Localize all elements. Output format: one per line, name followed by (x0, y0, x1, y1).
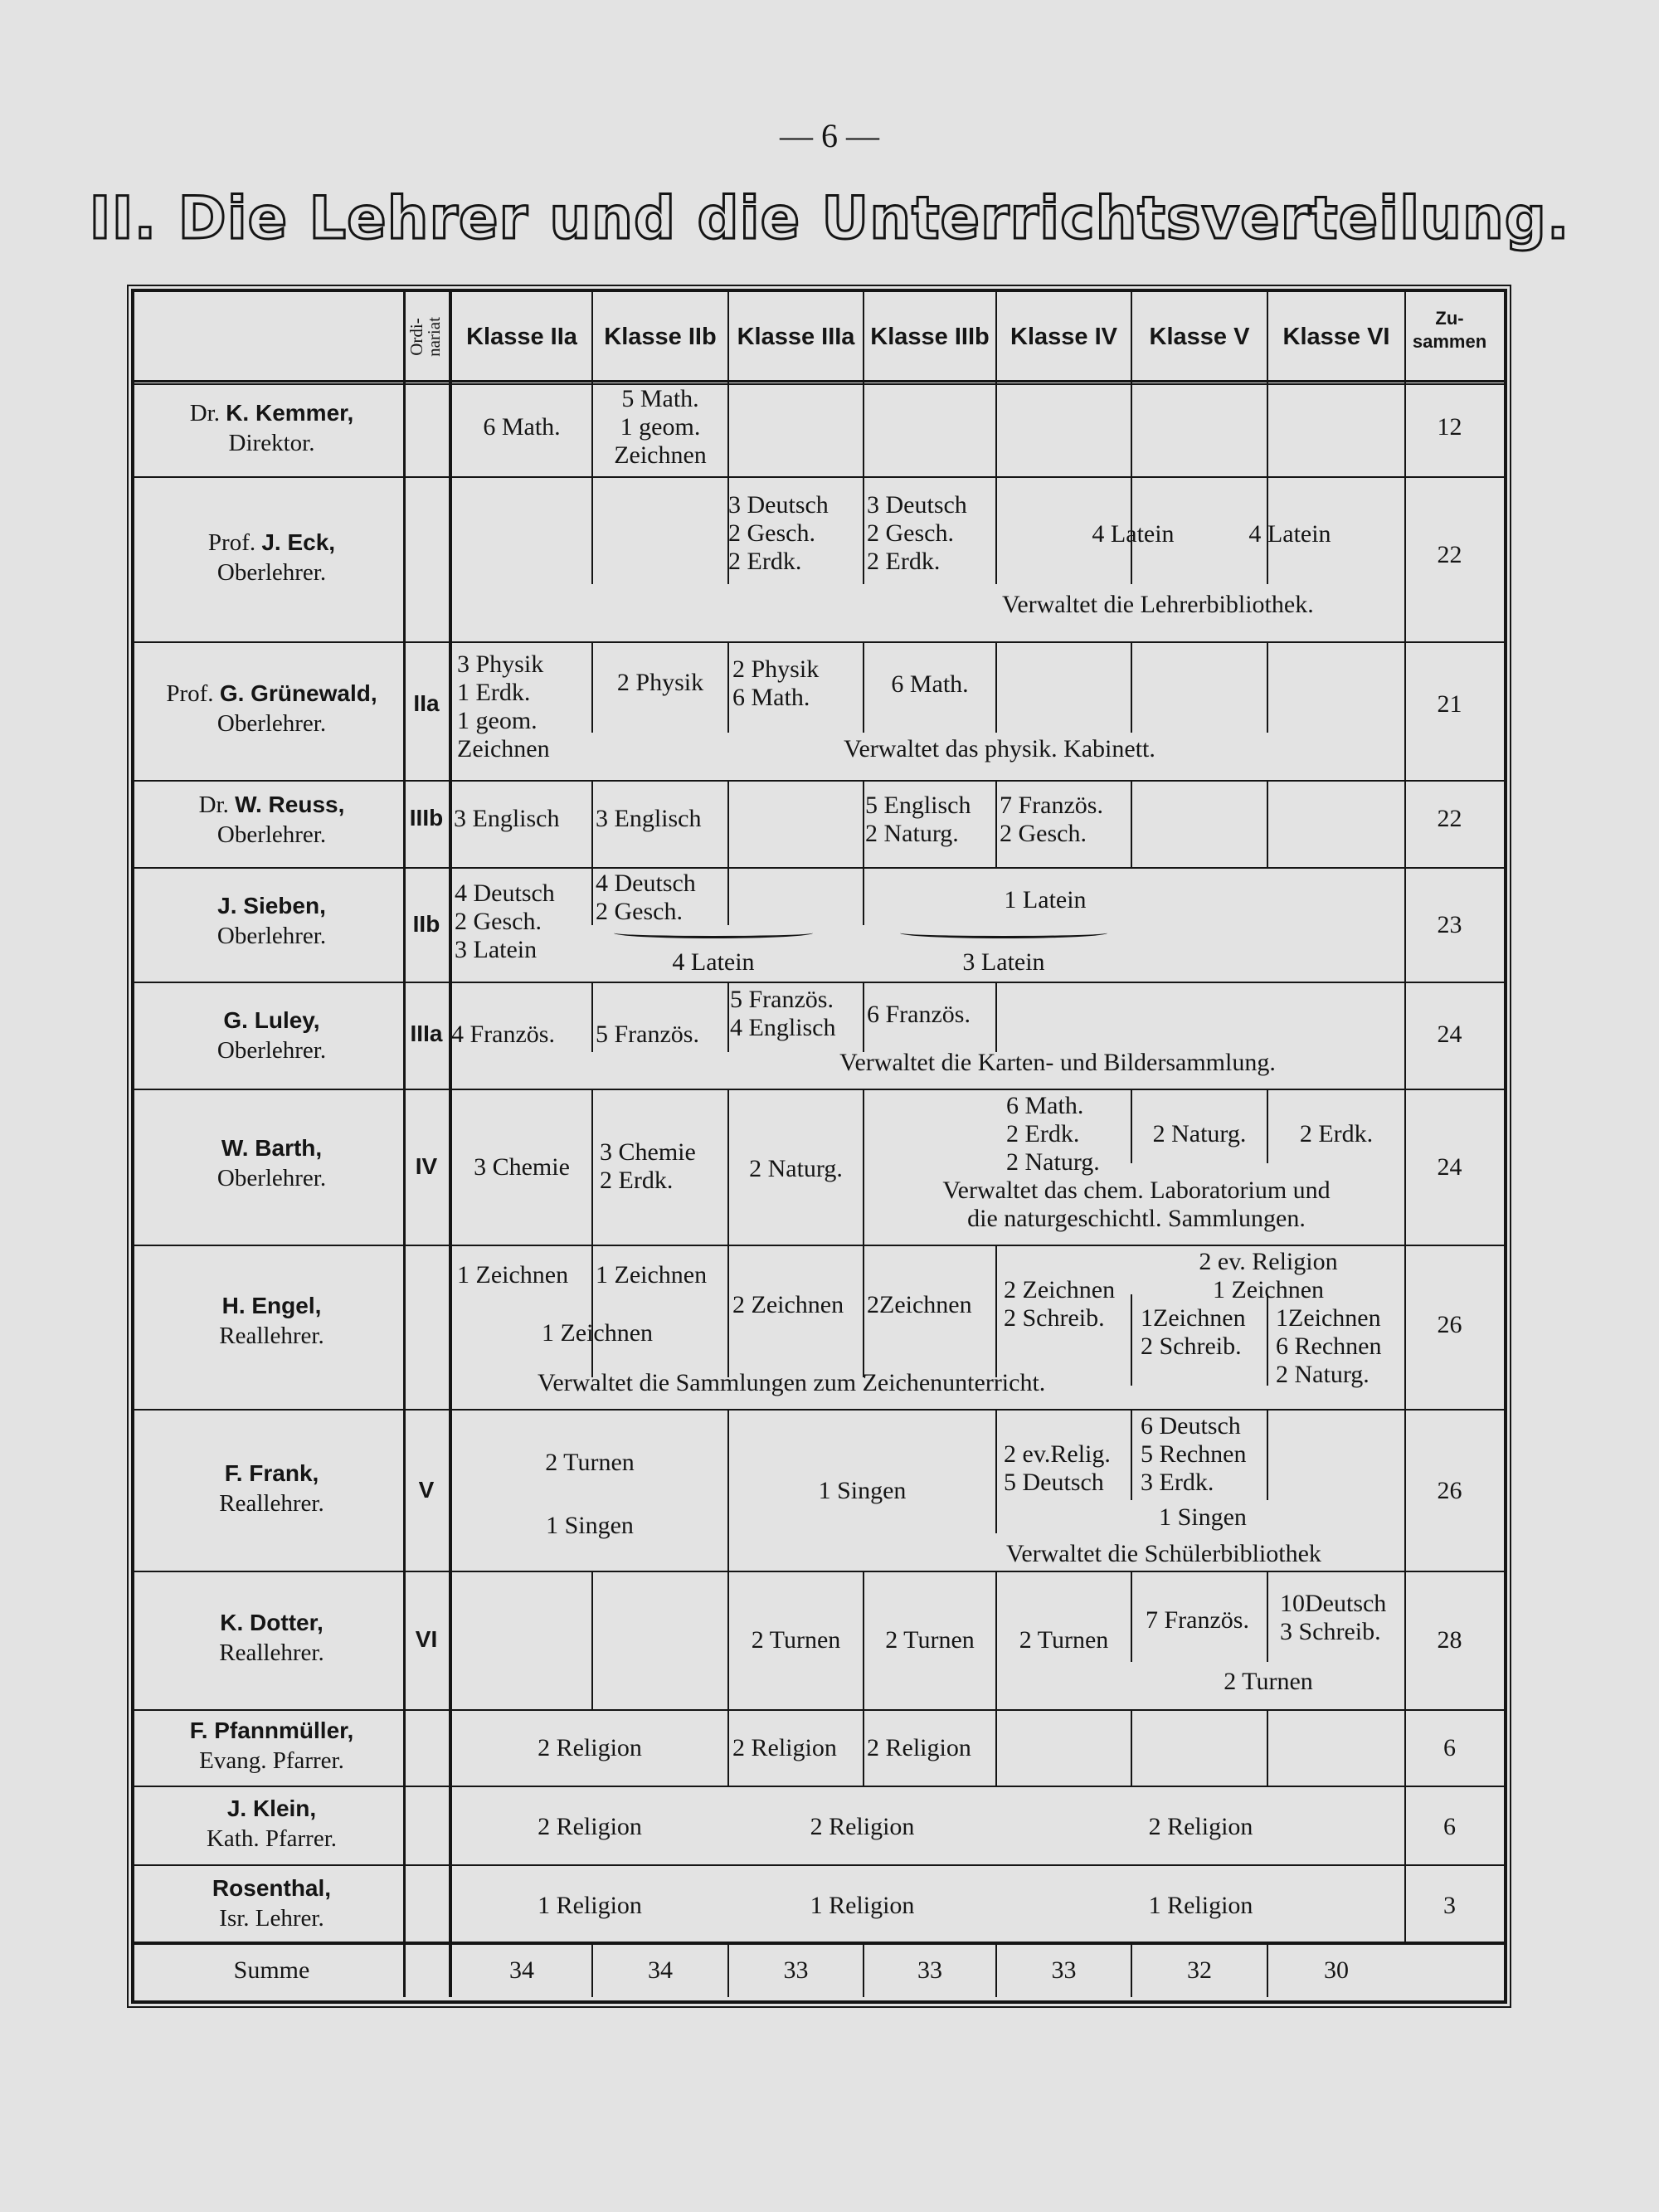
row-rule (131, 780, 1504, 782)
row-total: 26 (1437, 1311, 1462, 1338)
note: Verwaltet die Sammlungen zum Zeichenunterricht. (538, 1369, 1046, 1396)
teacher-name: F. Pfannmüller, Evang. Pfarrer. (189, 1717, 354, 1774)
summe-iiib: 33 (917, 1956, 942, 1984)
summe-v: 32 (1187, 1956, 1212, 1984)
ordinariat: V (418, 1477, 435, 1503)
cell-iiib: 6 Math. (891, 670, 969, 698)
row-total: 26 (1437, 1477, 1462, 1504)
note: Verwaltet die Schülerbibliothek (1006, 1540, 1321, 1567)
summe-iv: 33 (1051, 1956, 1077, 1984)
header-klasse-iiia: Klasse IIIa (737, 323, 855, 350)
note: Verwaltet die Lehrerbibliothek. (1002, 591, 1314, 618)
col-rule (1267, 641, 1268, 733)
row-rule (131, 1245, 1504, 1246)
cell-iia-iib-singen: 1 Singen (546, 1512, 634, 1539)
cell-iiib: 5 Englisch 2 Naturg. (865, 792, 971, 847)
cell-iiia: 3 Deutsch 2 Gesch. 2 Erdk. (728, 491, 829, 575)
teacher-name: J. Sieben, Oberlehrer. (216, 893, 327, 949)
cell-iiia: 2 Religion (732, 1734, 837, 1761)
col-rule (995, 1409, 997, 1533)
sum-rule (131, 1942, 1504, 1945)
row-total: 23 (1437, 911, 1462, 938)
row-rule (131, 867, 1504, 869)
header-rule (131, 380, 1504, 382)
row-total: 3 (1443, 1892, 1456, 1919)
cell-iib: 5 Französ. (596, 1021, 699, 1048)
col-rule (591, 1571, 593, 1709)
cell-iv: 4 Latein (1092, 520, 1175, 548)
note: Verwaltet das physik. Kabinett. (844, 735, 1155, 763)
cell-iia-iib: 2 Religion (538, 1734, 642, 1761)
cell-iia-iib: 1 Zeichnen (541, 1319, 654, 1347)
teacher-name: Dr. K. Kemmer, Direktor. (189, 400, 354, 456)
row-total: 21 (1437, 690, 1462, 718)
header-ordinariat: Ordi- nariat (406, 317, 444, 357)
cell-iia: 1 Zeichnen (457, 1261, 569, 1289)
cell-iiib-iv: 1 Latein (1004, 886, 1087, 914)
col-rule (863, 867, 864, 925)
row-total: 6 (1443, 1813, 1456, 1840)
teacher-name: K. Dotter, Reallehrer. (219, 1610, 324, 1666)
col-rule (1267, 383, 1268, 476)
row-rule (131, 1571, 1504, 1572)
row-total: 24 (1437, 1153, 1462, 1181)
header-klasse-iiib: Klasse IIIb (870, 323, 990, 350)
col-rule (591, 476, 593, 584)
col-rule (727, 780, 729, 867)
teacher-name: Dr. W. Reuss, Oberlehrer. (198, 792, 345, 848)
col-rule (727, 867, 729, 925)
cell-iiia-iiib: 2 Religion (810, 1813, 915, 1840)
cell-iib: 1 Zeichnen (596, 1261, 708, 1289)
col-rule (1404, 292, 1406, 1942)
row-rule (131, 641, 1504, 643)
cell-iib: 2 Physik (616, 669, 704, 696)
summe-iia: 34 (509, 1956, 534, 1984)
ordinariat: IIIb (409, 805, 444, 831)
cell-latein-iib-iiia: 4 Latein (672, 948, 755, 976)
row-total: 22 (1437, 805, 1462, 832)
row-total: 28 (1437, 1626, 1462, 1654)
cell-iia-iib: 2 Turnen (545, 1449, 635, 1476)
cell-iia: 3 Physik 1 Erdk. 1 geom. Zeichnen (457, 650, 550, 763)
cell-iv-v-vi: 2 Religion (1148, 1813, 1253, 1840)
row-total: 6 (1443, 1734, 1456, 1761)
row-total: 24 (1437, 1021, 1462, 1048)
cell-iiia: 2 Turnen (751, 1626, 841, 1654)
row-total: 12 (1437, 413, 1462, 441)
cell-iv-v-vi: 1 Religion (1148, 1892, 1253, 1919)
cell-v: 1Zeichnen 2 Schreib. (1141, 1304, 1246, 1360)
col-rule (1131, 1709, 1132, 1786)
cell-iiia-iiib: 1 Singen (818, 1477, 907, 1504)
col-rule (591, 1089, 593, 1245)
cell-iiia: 5 Französ. 4 Englisch (730, 986, 836, 1041)
teacher-name: H. Engel, Reallehrer. (219, 1293, 324, 1349)
col-rule (863, 383, 864, 476)
cell-iiib: 2Zeichnen (867, 1291, 972, 1318)
cell-v-vi: 2 ev. Religion 1 Zeichnen (1199, 1248, 1338, 1303)
cell-iia: 3 Englisch (454, 805, 560, 832)
cell-iiia: 2 Physik 6 Math. (732, 655, 820, 711)
col-rule (995, 641, 997, 733)
teacher-name: Prof. J. Eck, Oberlehrer. (207, 529, 336, 586)
col-rule (1267, 780, 1268, 867)
ordinariat: IIIa (410, 1021, 443, 1046)
cell-iv: 7 Französ. 2 Gesch. (1000, 792, 1103, 847)
ordinariat: VI (415, 1626, 438, 1652)
ordinariat: IV (415, 1153, 438, 1179)
cell-vi: 10Deutsch 3 Schreib. (1280, 1590, 1387, 1645)
row-total: 22 (1437, 541, 1462, 568)
col-rule (727, 383, 729, 476)
cell-iia-iib: 2 Religion (538, 1813, 642, 1840)
col-rule (1131, 383, 1132, 476)
row-rule (131, 1089, 1504, 1090)
cell-iv: 2 ev.Relig. 5 Deutsch (1004, 1440, 1111, 1496)
cell-iia: 4 Deutsch 2 Gesch. 3 Latein (455, 879, 555, 963)
teacher-name: G. Luley, Oberlehrer. (216, 1007, 327, 1064)
cell-iiib: 2 Religion (867, 1734, 971, 1761)
cell-iiia: 2 Zeichnen (732, 1291, 844, 1318)
cell-iiib: 3 Deutsch 2 Gesch. 2 Erdk. (867, 491, 967, 575)
col-rule (1131, 1571, 1132, 1662)
teacher-name: W. Barth, Oberlehrer. (216, 1135, 327, 1191)
summe-label: Summe (233, 1956, 310, 1984)
header-klasse-vi: Klasse VI (1282, 323, 1390, 350)
cell-v: 4 Latein (1248, 520, 1331, 548)
cell-v: 2 Naturg. (1152, 1120, 1247, 1147)
cell-v: 7 Französ. (1146, 1606, 1249, 1634)
cell-iia: 3 Chemie (474, 1153, 570, 1181)
page-title: II. Die Lehrer und die Unterrichtsverteilung. (89, 184, 1570, 252)
cell-vi: 1Zeichnen 6 Rechnen 2 Naturg. (1276, 1304, 1382, 1388)
cell-iv-v: 1 Singen (1159, 1503, 1247, 1531)
teacher-name: Rosenthal, Isr. Lehrer. (212, 1875, 332, 1932)
teacher-name: J. Klein, Kath. Pfarrer. (206, 1795, 338, 1852)
cell-v-vi: 2 Turnen (1224, 1668, 1313, 1695)
summe-iib: 34 (648, 1956, 673, 1984)
ordinariat: IIb (412, 911, 440, 937)
header-klasse-iib: Klasse IIb (604, 323, 717, 350)
col-rule (1131, 780, 1132, 867)
col-rule (727, 1709, 729, 1786)
teacher-name: F. Frank, Reallehrer. (219, 1460, 324, 1517)
col-rule (863, 1089, 864, 1245)
header-klasse-iv: Klasse IV (1010, 323, 1117, 350)
ordinariat: IIa (413, 690, 440, 716)
note: Verwaltet das chem. Laboratorium und die naturgeschichtl. Sammlungen. (942, 1177, 1331, 1232)
row-rule (131, 1864, 1504, 1866)
cell-iib: 4 Deutsch 2 Gesch. (596, 870, 696, 925)
summe-vi: 30 (1324, 1956, 1349, 1984)
row-rule (131, 1409, 1504, 1411)
summe-iiia: 33 (783, 1956, 809, 1984)
cell-iv: 2 Turnen (1019, 1626, 1109, 1654)
col-rule (727, 641, 729, 733)
cell-iia-iib: 1 Religion (538, 1892, 642, 1919)
cell-iiia: 2 Naturg. (749, 1155, 843, 1182)
teacher-name: Prof. G. Grünewald, Oberlehrer. (166, 680, 377, 737)
header-klasse-v: Klasse V (1149, 323, 1250, 350)
header-rule-2 (131, 383, 1504, 385)
row-rule (131, 982, 1504, 983)
cell-vi: 2 Erdk. (1299, 1120, 1374, 1147)
col-rule (995, 383, 997, 476)
cell-iiib: 6 Französ. (867, 1001, 971, 1028)
row-rule (131, 476, 1504, 478)
header-klasse-iia: Klasse IIa (466, 323, 577, 350)
cell-iv: 6 Math. 2 Erdk. 2 Naturg. (1006, 1092, 1100, 1176)
cell-v: 6 Deutsch 5 Rechnen 3 Erdk. (1141, 1412, 1247, 1496)
page-number: — 6 — (780, 117, 879, 154)
brace (614, 928, 813, 938)
header-zusammen: Zu- sammen (1412, 308, 1487, 352)
col-rule (1131, 641, 1132, 733)
col-rule (1267, 1709, 1268, 1786)
cell-iia: 6 Math. (483, 413, 561, 441)
cell-iib: 3 Englisch (596, 805, 702, 832)
row-rule (131, 1709, 1504, 1711)
cell-iib: 3 Chemie 2 Erdk. (600, 1138, 696, 1194)
brace (900, 928, 1107, 938)
cell-iia: 4 Französ. (451, 1021, 555, 1048)
cell-iv: 2 Zeichnen 2 Schreib. (1004, 1276, 1116, 1332)
cell-latein-iiib-iv: 3 Latein (962, 948, 1045, 976)
cell-iib: 5 Math. 1 geom. Zeichnen (614, 385, 707, 469)
note: Verwaltet die Karten- und Bildersammlung. (839, 1049, 1276, 1076)
cell-iiib: 2 Turnen (885, 1626, 975, 1654)
row-rule (131, 1786, 1504, 1787)
cell-iiia-iiib: 1 Religion (810, 1892, 915, 1919)
